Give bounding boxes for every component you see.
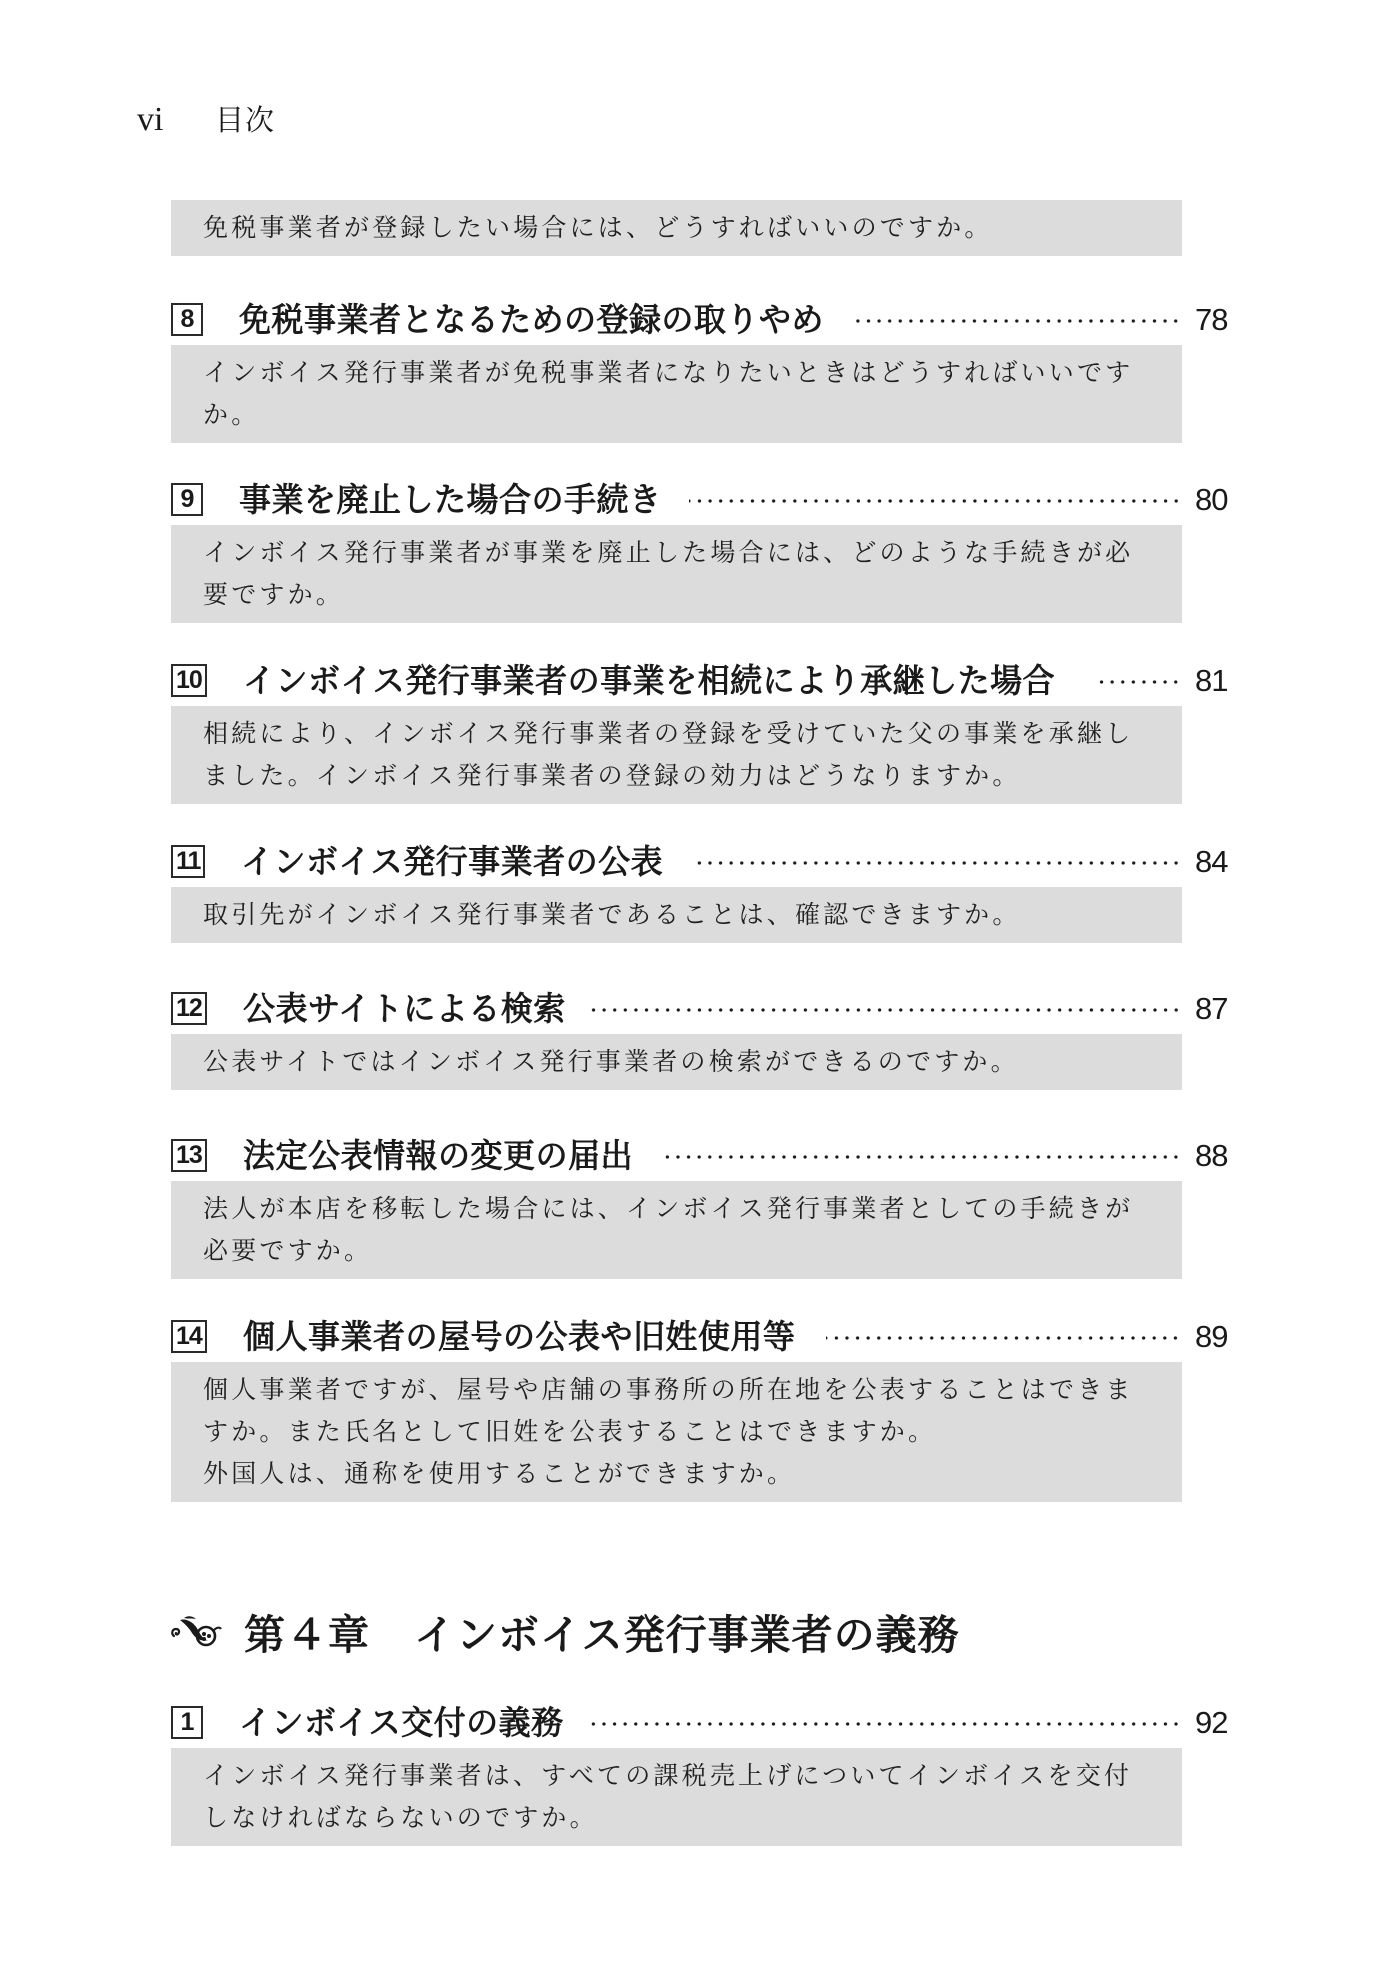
question-line: インボイス発行事業者が事業を廃止した場合には、どのような手続きが必 (203, 538, 1134, 567)
dot-leader (1094, 680, 1181, 684)
toc-entry-12[interactable] (171, 990, 1231, 1090)
dot-leader (590, 1008, 1181, 1012)
dot-leader (689, 499, 1182, 503)
toc-entry-9[interactable] (171, 481, 1231, 623)
entry-heading[interactable] (171, 990, 1231, 1026)
toc-entry-14[interactable] (171, 1318, 1231, 1502)
dot-leader (588, 1722, 1181, 1726)
entry-page-number[interactable]: 78 (1195, 301, 1228, 337)
question-box (171, 1748, 1182, 1846)
question-line: 必要ですか。 (203, 1236, 373, 1265)
entry-number-box: 8 (171, 303, 203, 336)
chapter-title[interactable]: インボイス発行事業者の義務 (414, 1611, 960, 1659)
question-box (171, 1034, 1182, 1090)
toc-entry-13[interactable] (171, 1137, 1231, 1279)
question-line: インボイス発行事業者は、すべての課税売上げについてインボイスを交付 (203, 1761, 1133, 1790)
entry-title[interactable]: インボイス発行事業者の事業を相続により承継した場合 (242, 660, 1055, 700)
entry-page-number[interactable]: 87 (1195, 990, 1228, 1026)
entry-number-box: 11 (171, 845, 205, 878)
question-line: しなければならないのですか。 (203, 1803, 598, 1832)
toc-entry-ch4-1[interactable] (171, 1704, 1231, 1846)
running-head-title: 目次 (215, 103, 276, 137)
entry-heading[interactable] (171, 481, 1231, 517)
entry-heading[interactable] (171, 662, 1231, 698)
entry-title[interactable]: 個人事業者の屋号の公表や旧姓使用等 (242, 1316, 796, 1356)
running-head (137, 98, 275, 139)
question-line: 法人が本店を移転した場合には、インボイス発行事業者としての手続きが (203, 1194, 1134, 1223)
entry-page-number[interactable]: 81 (1195, 662, 1228, 698)
entry-title[interactable]: 事業を廃止した場合の手続き (239, 479, 662, 519)
entry-title[interactable]: インボイス交付の義務 (239, 1702, 564, 1742)
entry-number-box: 14 (171, 1320, 207, 1353)
toc-entry-10[interactable] (171, 662, 1231, 804)
question-line: 要ですか。 (203, 580, 345, 609)
toc-entry-8[interactable] (171, 301, 1231, 443)
entry-title[interactable]: 免税事業者となるための登録の取りやめ (239, 299, 824, 339)
entry-page-number[interactable]: 84 (1195, 843, 1228, 879)
entry-number-box: 9 (171, 483, 203, 516)
question-line: 取引先がインボイス発行事業者であることは、確認できますか。 (203, 900, 1021, 929)
question-line: 個人事業者ですが、屋号や店舗の事務所の所在地を公表することはできま (203, 1375, 1134, 1404)
question-box (171, 525, 1182, 623)
entry-title[interactable]: 公表サイトによる検索 (242, 988, 566, 1028)
question-box (171, 345, 1182, 443)
dot-leader (856, 319, 1181, 323)
question-line: 相続により、インボイス発行事業者の登録を受けていた父の事業を承継し (203, 719, 1134, 748)
ornament-flourish-icon (170, 1612, 222, 1652)
dot-leader (691, 861, 1181, 865)
continued-question-box (171, 200, 1182, 256)
entry-page-number[interactable]: 89 (1195, 1318, 1228, 1354)
entry-heading[interactable] (171, 1704, 1231, 1740)
question-line: ました。インボイス発行事業者の登録の効力はどうなりますか。 (203, 761, 1021, 790)
entry-number-box: 10 (171, 664, 207, 697)
question-line: 免税事業者が登録したい場合には、どうすればいいのですか。 (203, 213, 993, 242)
question-box (171, 1362, 1182, 1502)
question-box (171, 1181, 1182, 1279)
entry-page-number[interactable]: 88 (1195, 1137, 1228, 1173)
question-box (171, 706, 1182, 804)
entry-title[interactable]: 法定公表情報の変更の届出 (242, 1135, 633, 1175)
question-line: 公表サイトではインボイス発行事業者の検索ができるのですか。 (203, 1047, 1019, 1076)
chapter-number: 第４章 (244, 1611, 370, 1659)
entry-heading[interactable] (171, 1318, 1231, 1354)
entry-page-number[interactable]: 80 (1195, 481, 1228, 517)
dot-leader (826, 1336, 1181, 1340)
entry-number-box: 1 (171, 1706, 203, 1739)
entry-title[interactable]: インボイス発行事業者の公表 (241, 841, 664, 881)
entry-number-box: 13 (171, 1139, 207, 1172)
entry-heading[interactable] (171, 843, 1231, 879)
chapter-heading[interactable] (170, 1602, 960, 1661)
toc-entry-11[interactable] (171, 843, 1231, 943)
question-box (171, 887, 1182, 943)
dot-leader (659, 1155, 1181, 1159)
entry-page-number[interactable]: 92 (1195, 1704, 1228, 1740)
entry-number-box: 12 (171, 992, 207, 1025)
question-line: インボイス発行事業者が免税事業者になりたいときはどうすればいいです (203, 358, 1134, 387)
page-folio: vi (137, 101, 164, 138)
question-line: すか。また氏名として旧姓を公表することはできますか。 (203, 1417, 937, 1446)
question-line: か。 (203, 400, 260, 429)
entry-heading[interactable] (171, 1137, 1231, 1173)
entry-heading[interactable] (171, 301, 1231, 337)
question-line: 外国人は、通称を使用することができますか。 (203, 1459, 796, 1488)
